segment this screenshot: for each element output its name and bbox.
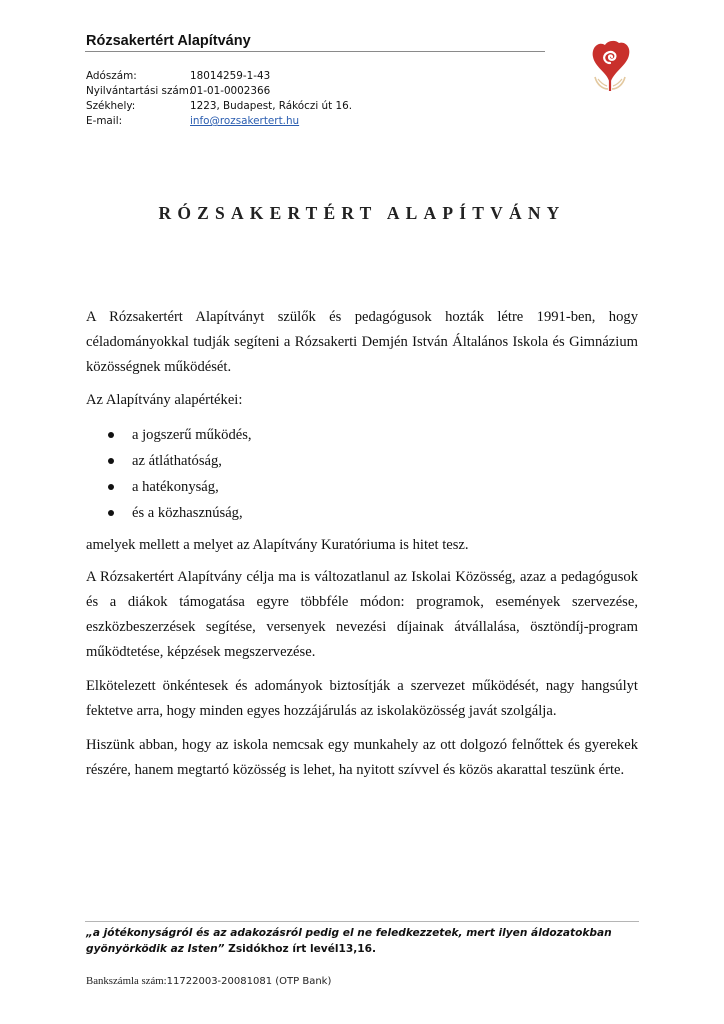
values-heading-text: Az Alapítvány alapértékei: <box>86 392 243 408</box>
organization-info <box>86 69 352 129</box>
intro-text: A Rózsakertért Alapítványt szülők és pedagógusok hozták létre 1991-ben, hogy céladományokkal tudják segíteni a Rózsakerti Demjén István Általános Iskola és Gimnázium közösségnek működését. <box>86 309 638 375</box>
info-row-address <box>86 99 352 114</box>
rose-heart-hands-logo-icon <box>585 37 635 95</box>
bullet-icon <box>108 510 114 516</box>
info-label: Nyilvántartási szám: <box>86 85 193 97</box>
bullet-icon <box>108 432 114 438</box>
info-row-email <box>86 114 352 129</box>
document-title: RÓZSAKERTÉRT ALAPÍTVÁNY <box>158 203 566 223</box>
list-item-text: és a közhasznúság, <box>132 504 243 521</box>
belief-paragraph <box>86 733 638 783</box>
list-item-text: az átláthatóság, <box>132 452 222 469</box>
letterhead-org-name: Rózsakertért Alapítvány <box>86 33 251 49</box>
list-item-text: a jogszerű működés, <box>132 426 252 443</box>
belief-text: Hiszünk abban, hogy az iskola nemcsak egy munkahely az ott dolgozó felnőttek és gyerekek részére, hanem megtartó közösség is lehet, ha nyitott szívvel és közös akarattal teszünk érte. <box>86 737 638 778</box>
info-value: 18014259-1-43 <box>190 70 271 82</box>
list-item <box>106 448 252 474</box>
list-item <box>106 422 252 448</box>
letterhead-divider <box>85 51 545 52</box>
values-heading <box>86 388 638 413</box>
info-row-registration-number <box>86 84 352 99</box>
goal-paragraph <box>86 565 638 665</box>
bank-account-label: Bankszámla szám: <box>86 975 167 987</box>
bank-account-number: 11722003-20081081 (OTP Bank) <box>166 976 332 987</box>
values-tail-paragraph <box>86 533 638 558</box>
bank-account <box>86 975 331 987</box>
bullet-icon <box>108 484 114 490</box>
volunteers-text: Elkötelezett önkéntesek és adományok biztosítják a szervezet működését, nagy hangsúlyt fektetve arra, hogy minden egyes hozzájárulás az iskolaközösség javát szolgálja. <box>86 678 638 719</box>
info-label: Székhely: <box>86 100 136 112</box>
list-item <box>106 474 252 500</box>
values-tail-text: amelyek mellett a melyet az Alapítvány Kuratóriuma is hitet tesz. <box>86 537 469 553</box>
info-label: E-mail: <box>86 115 123 127</box>
info-value: 1223, Budapest, Rákóczi út 16. <box>190 100 353 112</box>
bible-quote-source: Zsidókhoz írt levél13,16. <box>224 943 377 955</box>
footer-quote <box>86 925 646 957</box>
footer-divider <box>85 921 639 922</box>
volunteers-paragraph <box>86 674 638 724</box>
values-list <box>106 422 252 526</box>
list-item <box>106 500 252 526</box>
info-value: 01-01-0002366 <box>190 85 271 97</box>
info-label: Adószám: <box>86 70 137 82</box>
info-row-tax-number <box>86 69 352 84</box>
bible-quote: „a jótékonyságról és az adakozásról pedig el ne feledkezzetek, mert ilyen áldozatokban gyönyörködik az Isten” <box>86 927 612 955</box>
list-item-text: a hatékonyság, <box>132 478 219 495</box>
email-link[interactable]: info@rozsakertert.hu <box>190 115 300 127</box>
bullet-icon <box>108 458 114 464</box>
intro-paragraph <box>86 305 638 380</box>
goal-text: A Rózsakertért Alapítvány célja ma is változatlanul az Iskolai Közösség, azaz a pedagógusok és a diákok támogatása egyre többféle módon: programok, események szervezése, eszközbeszerzések segítése, versenyek nevezési díjainak átvállalása, ösztöndíj-program működtetése, képzések megszervezése. <box>86 569 638 660</box>
